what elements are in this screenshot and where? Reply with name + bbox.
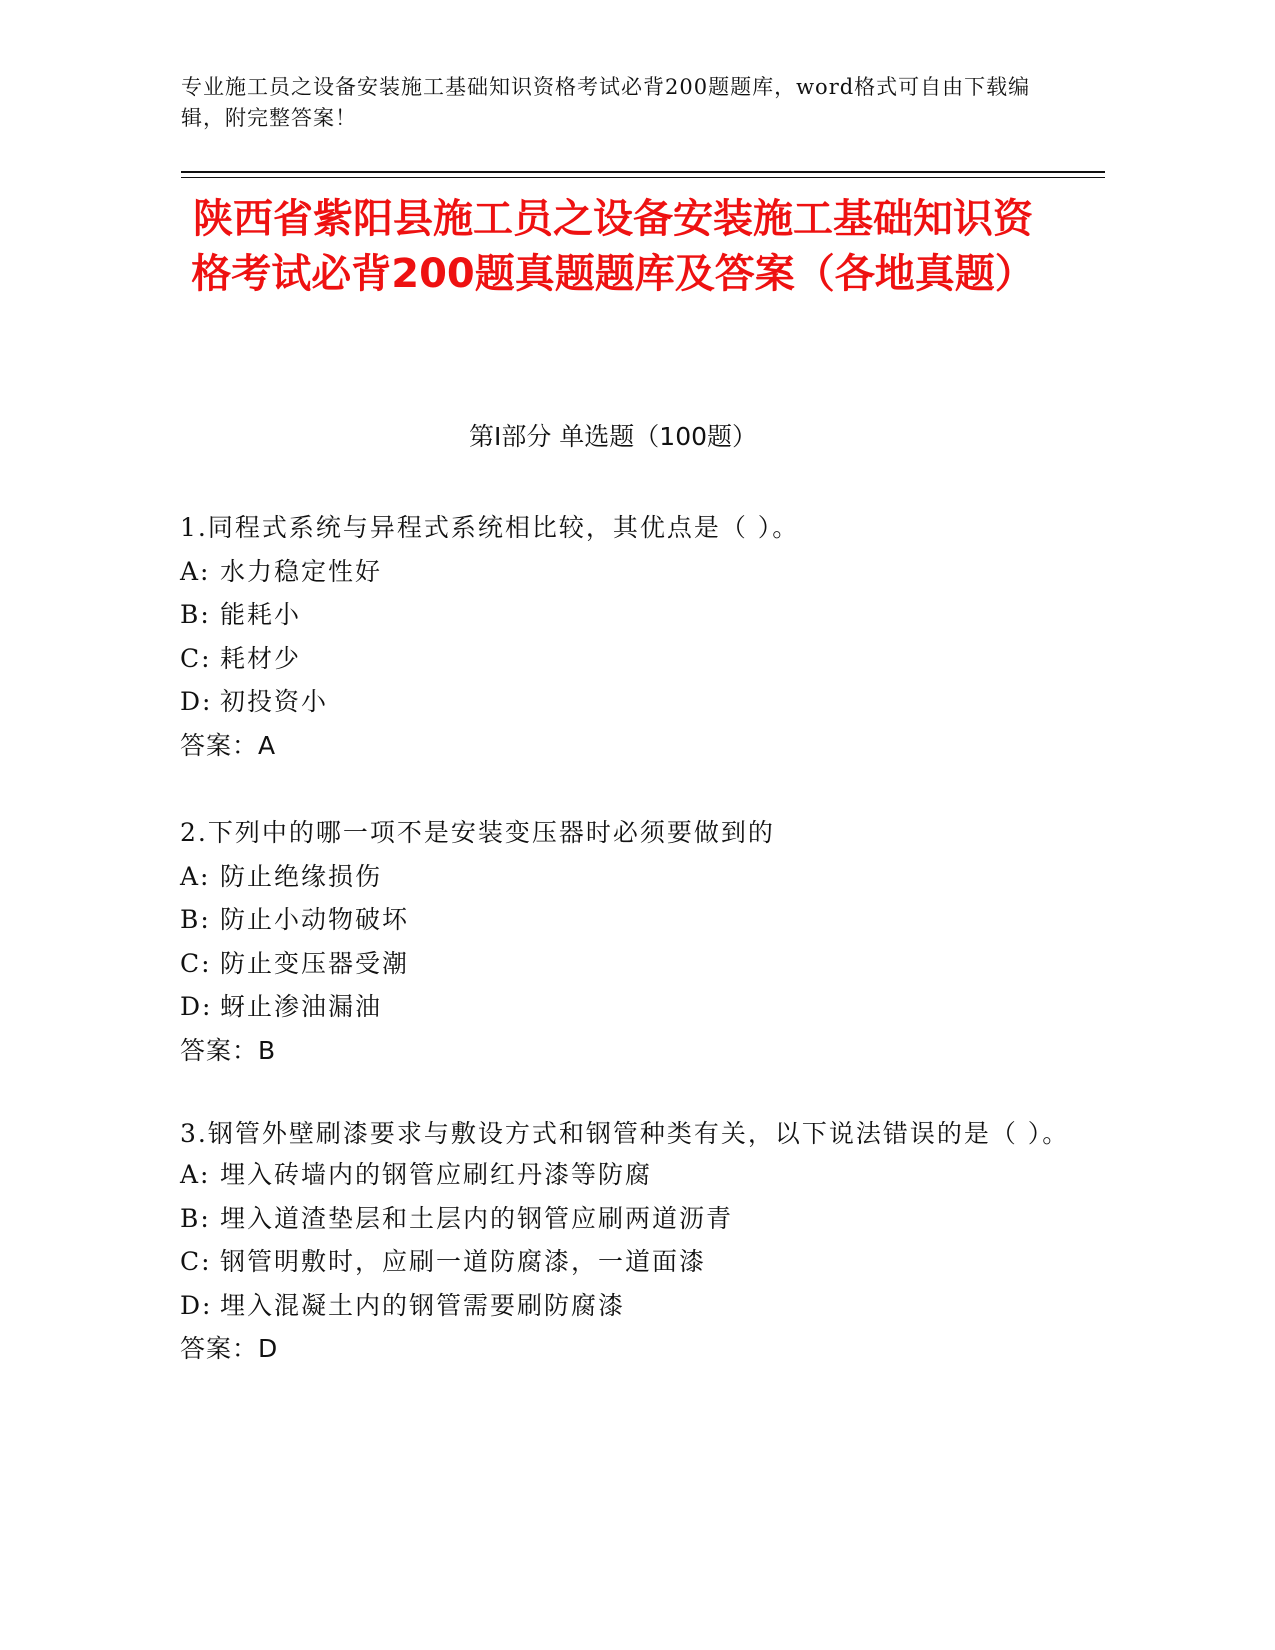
option-c <box>180 1240 1080 1284</box>
option-key: B: <box>180 905 211 935</box>
option-c <box>180 637 1080 681</box>
option-key: C: <box>180 948 212 978</box>
option-b <box>180 1197 1080 1241</box>
option-key: A: <box>180 861 211 891</box>
option-text: 蚜止渗油漏油 <box>220 992 383 1022</box>
answer-label: 答案：A <box>180 730 277 760</box>
option-d <box>180 985 1080 1029</box>
option-text: 埋入道渣垫层和土层内的钢管应刷两道沥青 <box>220 1203 734 1233</box>
option-key: D: <box>180 687 213 717</box>
option-text: 耗材少 <box>220 643 302 673</box>
option-key: C: <box>180 643 212 673</box>
option-key: A: <box>180 556 211 586</box>
option-b <box>180 898 1080 942</box>
option-c <box>180 942 1080 986</box>
header-note: 专业施工员之设备安装施工基础知识资格考试必背200题题库，word格式可自由下载编辑，附完整答案！ <box>181 75 1031 130</box>
option-key: D: <box>180 1290 213 1320</box>
option-key: B: <box>180 600 211 630</box>
section-heading: 第I部分 单选题（100题） <box>468 422 758 451</box>
option-b <box>180 593 1080 637</box>
question-2 <box>180 811 1080 1073</box>
option-a <box>180 855 1080 899</box>
document-title: 陕西省紫阳县施工员之设备安装施工基础知识资格考试必背200题真题题库及答案（各地真题） <box>191 196 1035 297</box>
option-key: B: <box>180 1203 211 1233</box>
option-key: C: <box>180 1247 212 1277</box>
option-text: 初投资小 <box>220 687 329 717</box>
option-text: 水力稳定性好 <box>220 556 383 586</box>
header-rule-thick <box>181 171 1105 173</box>
option-key: A: <box>180 1160 211 1189</box>
option-text: 钢管明敷时，应刷一道防腐漆，一道面漆 <box>220 1247 707 1277</box>
question-stem: 2.下列中的哪一项不是安装变压器时必须要做到的 <box>180 818 775 847</box>
question-3 <box>180 1116 1080 1371</box>
option-d <box>180 1284 1080 1328</box>
option-d <box>180 680 1080 724</box>
option-text: 防止变压器受潮 <box>220 948 410 978</box>
answer-label: 答案：D <box>180 1334 279 1364</box>
option-text: 能耗小 <box>220 600 302 630</box>
option-text: 防止小动物破坏 <box>220 905 410 935</box>
question-stem: 3.钢管外壁刷漆要求与敷设方式和钢管种类有关，以下说法错误的是（ ）。 <box>180 1119 1070 1148</box>
option-a <box>180 550 1080 594</box>
answer-label: 答案：B <box>180 1035 277 1065</box>
option-key: D: <box>180 992 213 1022</box>
question-stem: 1.同程式系统与异程式系统相比较，其优点是（ ）。 <box>180 513 800 542</box>
option-text: 防止绝缘损伤 <box>220 861 383 891</box>
option-a <box>180 1153 1080 1197</box>
question-1 <box>180 506 1080 768</box>
option-text: 埋入砖墙内的钢管应刷红丹漆等防腐 <box>220 1160 653 1189</box>
header-rule-thin <box>181 177 1105 178</box>
option-text: 埋入混凝土内的钢管需要刷防腐漆 <box>220 1290 626 1320</box>
